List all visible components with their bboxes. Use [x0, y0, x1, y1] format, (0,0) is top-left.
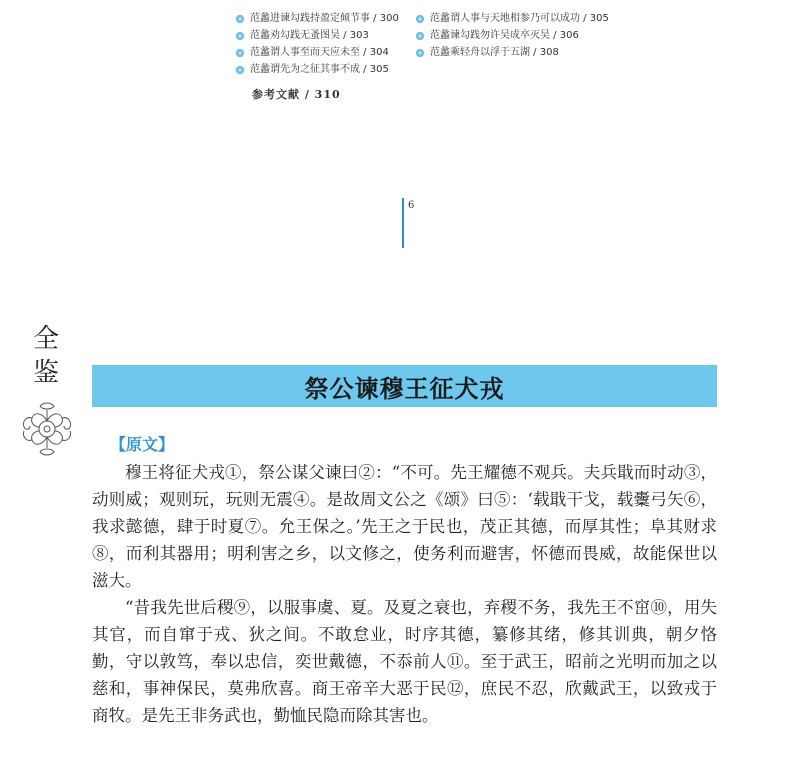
contents-item-label: 范蠡谓先为之征其事不成 / 305 [250, 64, 389, 75]
contents-item[interactable] [416, 44, 609, 61]
chapter-title: 祭公谏穆王征犬戎 [304, 373, 505, 403]
chapter-title-banner [92, 365, 717, 407]
body-text [92, 459, 717, 729]
bullet-icon [416, 15, 424, 23]
bullet-icon [416, 32, 424, 40]
contents-item[interactable] [236, 27, 399, 44]
contents-item-label: 范蠡进谏勾践持盈定倾节事 / 300 [250, 13, 399, 24]
side-title-char: 鉴 [32, 358, 59, 388]
paragraph: 穆王将征犬戎①，祭公谋父谏曰②：“不可。先王耀德不观兵。夫兵戢而时动③，动则威；观则玩，玩则无震④。是故周文公之《颂》曰⑤：‘载戢干戈，载櫜弓矢⑥，我求懿德，肆于时夏⑦。允王保之。’先王之于民也，茂正其德，而厚其性；阜其财求⑧，而利其器用；明利害之乡，以文修之，使务利而避害，怀德而畏威，故能保世以滋大。 [92, 463, 717, 590]
contents-item[interactable] [416, 27, 609, 44]
side-title [30, 322, 62, 390]
page-number: 6 [408, 200, 415, 211]
bullet-icon [236, 49, 244, 57]
contents-item[interactable] [416, 10, 609, 27]
contents-item-label: 范蠡谓人事至而天应未至 / 304 [250, 47, 389, 58]
contents-item-label: 范蠡谓人事与天地相参乃可以成功 / 305 [430, 13, 609, 24]
contents-item[interactable] [236, 10, 399, 27]
contents-item-label: 范蠡乘轻舟以浮于五湖 / 308 [430, 47, 559, 58]
bullet-icon [236, 32, 244, 40]
contents-item[interactable] [236, 61, 399, 78]
bullet-icon [236, 15, 244, 23]
contents-item-label: 范蠡谏勾践勿许吴成卒灭吴 / 306 [430, 30, 579, 41]
page-divider [402, 198, 404, 248]
contents-item-label: 范蠡劝勾践无蚤图吴 / 303 [250, 30, 369, 41]
section-label: 【原文】 [110, 435, 175, 454]
reference-entry[interactable]: 参考文献 / 310 [252, 88, 341, 101]
side-title-char: 全 [32, 324, 59, 354]
bullet-icon [236, 66, 244, 74]
floral-ornament-icon [18, 400, 76, 458]
contents-item[interactable] [236, 44, 399, 61]
contents-column-right [416, 10, 609, 61]
bullet-icon [416, 49, 424, 57]
contents-column-left [236, 10, 399, 78]
paragraph: “昔我先世后稷⑨，以服事虞、夏。及夏之衰也，弃稷不务，我先王不窋⑩，用失其官，而自窜于戎、狄之间。不敢怠业，时序其德，纂修其绪，修其训典，朝夕恪勤，守以敦笃，奉以忠信，奕世戴德，不忝前人⑪。至于武王，昭前之光明而加之以慈和，事神保民，莫弗欣喜。商王帝辛大恶于民⑫，庶民不忍，欣戴武王，以致戎于商牧。是先王非务武也，勤恤民隐而除其害也。 [92, 598, 717, 725]
